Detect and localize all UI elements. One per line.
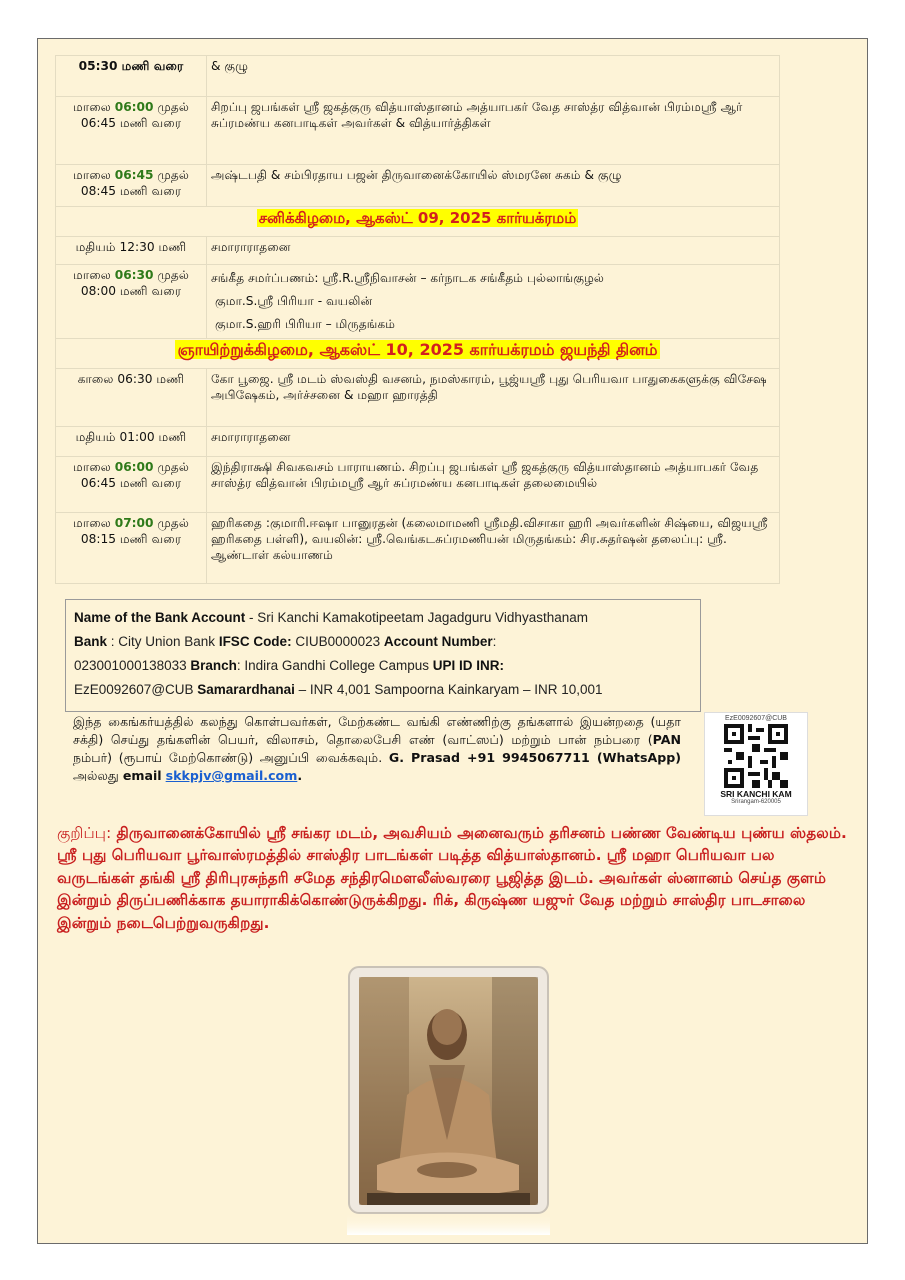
table-row <box>56 513 780 584</box>
bank-details-box <box>65 599 701 712</box>
time-cell: மாலை 06:45 முதல் 08:45 மணி வரை <box>56 165 207 207</box>
schedule-table <box>55 55 780 584</box>
table-row <box>56 265 780 339</box>
event-cell: சிறப்பு ஜபங்கள் ஸ்ரீ ஜகத்குரு வித்யாஸ்தானம் அத்யாபகர் வேத சாஸ்த்ர வித்வான் பிரம்மஸ்ரீ ஆர் சுப்ரமண்ய கனபாடிகள் அவர்கள் & வித்யார்த்திகள் <box>207 97 780 165</box>
bank-line-1: Name of the Bank Account - Sri Kanchi Kamakotipeetam Jagadguru Vidhyasthanam <box>74 610 588 625</box>
upi-qr-code: EzE0092607@CUB SRI KANCHI KAM Srirangam-620005 <box>704 712 808 816</box>
table-row <box>56 165 780 207</box>
event-cell: & குழு <box>207 56 780 97</box>
remark-paragraph: குறிப்பு: திருவானைக்கோயில் ஸ்ரீ சங்கர மடம், அவசியம் அனைவரும் தரிசனம் பண்ண வேண்டிய புண்ய ஸ்தலம். ஸ்ரீ புது பெரியவா பூர்வாஸ்ரமத்தில் சாஸ்திர பாடங்கள் படித்த வித்யாஸ்தானம். ஸ்ரீ மஹா பெரியவா பல வருடங்கள் தங்கி ஸ்ரீ திரிபுரசுந்தரி சமேத சந்திரமௌலீஸ்வரரை பூஜித்த இடம். அவர்கள் ஸ்னானம் செய்த குளம் இன்றும் திருப்பணிக்காக தயாராகிக்கொண்டுருக்கிறது. ரிக், கிருஷ்ண யஜுர் வேத மற்றும் சாஸ்திர பாடசாலை இன்றும் நடைபெற்றுவருகிறது. <box>57 824 847 932</box>
time-cell: காலை 06:30 மணி <box>56 369 207 427</box>
time-cell: மாலை 07:00 முதல் 08:15 மணி வரை <box>56 513 207 584</box>
time-cell: மதியம் 12:30 மணி <box>56 237 207 265</box>
event-cell: சமாராராதனை <box>207 427 780 457</box>
event-cell: அஷ்டபதி & சம்பிரதாய பஜன் திருவானைக்கோயில் ஸ்மரனே சுகம் & குழு <box>207 165 780 207</box>
bank-line-4: EzE0092607@CUB Samarardhanai – INR 4,001 Sampoorna Kainkaryam – INR 10,001 <box>74 682 603 697</box>
donation-note: இந்த கைங்கர்யத்தில் கலந்து கொள்பவர்கள், மேற்கண்ட வங்கி எண்ணிற்கு தங்களால் இயன்றதை (யதா சக்தி) செய்து தங்களின் பெயர், விலாசம், தொலைபேசி எண் (வாட்ஸப்) மற்றும் பான் நம்பரை (PAN நம்பர்) (ரூபாய் மேற்கொண்டு) அனுப்பி வைக்கவும். G. Prasad +91 9945067711 (WhatsApp) அல்லது email skkpjv@gmail.com. <box>73 714 681 783</box>
event-cell: இந்திராக்ஷி சிவகவசம் பாராயணம். சிறப்பு ஜபங்கள் ஸ்ரீ ஜகத்குரு வித்யாஸ்தானம் அத்யாபகர் வேத சாஸ்த்ர வித்வான் பிரம்மஸ்ரீ ஆர் சுப்ரமண்ய கனபாடிகள் தலைமையில் <box>207 457 780 513</box>
bank-line-3: 023001000138033 Branch: Indira Gandhi College Campus UPI ID INR: <box>74 658 505 673</box>
time-cell: 05:30 மணி வரை <box>56 56 207 97</box>
event-cell: சங்கீத சமர்ப்பணம்: ஸ்ரீ.R.ஸ்ரீநிவாசன் – கர்நாடக சங்கீதம் புல்லாங்குழல் குமா.S.ஸ்ரீ பிரியா - வயலின் குமா.S.ஹரி பிரியா – மிருதங்கம் <box>207 265 780 339</box>
day-header-row <box>56 207 780 237</box>
table-row <box>56 457 780 513</box>
table-row <box>56 56 780 97</box>
acharya-photo <box>347 965 550 1235</box>
time-cell: மாலை 06:30 முதல் 08:00 மணி வரை <box>56 265 207 339</box>
qr-code-icon <box>724 724 788 788</box>
day-header-row <box>56 339 780 369</box>
event-cell: கோ பூஜை. ஸ்ரீ மடம் ஸ்வஸ்தி வசனம், நமஸ்காரம், பூஜ்யஸ்ரீ புது பெரியவா பாதுகைகளுக்கு விசேஷ அபிஷேகம், அர்ச்சனை & மஹா ஹாரத்தி <box>207 369 780 427</box>
contact-number: G. Prasad +91 9945067711 (WhatsApp) <box>388 750 681 765</box>
table-row <box>56 237 780 265</box>
event-cell: ஹரிகதை :குமாரி.ஈஷா பானுரதன் (கலைமாமணி ஸ்ரீமதி.விசாகா ஹரி அவர்களின் சிஷ்யை, விஜயஸ்ரீ ஹரிகதை பள்ளி), வயலின்: ஸ்ரீ.வெங்கடசுப்ரமணியன் மிருதங்கம்: சிர.சுதர்ஷன் தலைப்பு: ஸ்ரீ. ஆண்டாள் கல்யாணம் <box>207 513 780 584</box>
bank-line-2: Bank : City Union Bank IFSC Code: CIUB0000023 Account Number: <box>74 634 497 649</box>
time-cell: மாலை 06:00 முதல் 06:45 மணி வரை <box>56 457 207 513</box>
event-cell: சமாராராதனை <box>207 237 780 265</box>
time-cell: மாலை 06:00 முதல் 06:45 மணி வரை <box>56 97 207 165</box>
email-link[interactable]: skkpjv@gmail.com <box>165 768 298 783</box>
saturday-header: சனிக்கிழமை, ஆகஸ்ட் 09, 2025 கார்யக்ரமம் <box>258 209 577 227</box>
table-row <box>56 427 780 457</box>
sunday-header: ஞாயிற்றுக்கிழமை, ஆகஸ்ட் 10, 2025 கார்யக்ரமம் ஜயந்தி தினம் <box>177 340 658 359</box>
time-cell: மதியம் 01:00 மணி <box>56 427 207 457</box>
table-row <box>56 369 780 427</box>
table-row <box>56 97 780 165</box>
